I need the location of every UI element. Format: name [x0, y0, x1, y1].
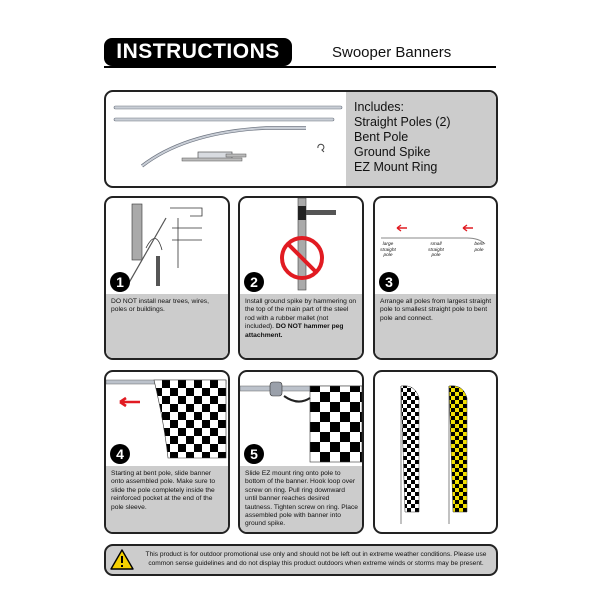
warning-text: This product is for outdoor promotional use only and should not be left out in extreme weather conditions. Please use common sense guidelines and do not display this product outdoors when extreme winds or storms may be present.	[145, 551, 487, 567]
includes-panel	[104, 90, 498, 188]
left-arrow-icon	[120, 398, 140, 406]
checkered-banner	[154, 380, 226, 458]
small-pole-label: small straight pole	[428, 242, 444, 258]
instructions-badge: INSTRUCTIONS	[104, 38, 292, 66]
warning-icon	[106, 546, 136, 574]
straight-pole-1	[114, 106, 342, 109]
checkered-banner	[310, 386, 362, 462]
step-text: Slide EZ mount ring onto pole to bottom of the banner. Hook loop over screw on ring. Pull ring downward until banner reaches desired tautness. Tighten screw on ring. Place assembled pole with banner into ground spike.	[245, 470, 359, 528]
step-number: 2	[244, 272, 264, 292]
step-number: 5	[244, 444, 264, 464]
finished-flags-panel	[373, 370, 498, 534]
step-text: Install ground spike by hammering on the top of the main part of the steel rod with a rubber mallet (not included). DO NOT hammer peg attachment.	[245, 298, 357, 339]
includes-item: Straight Poles (2)	[354, 115, 451, 129]
includes-item: Ground Spike	[354, 145, 431, 159]
step-1-panel	[104, 196, 230, 360]
step-number: 3	[379, 272, 399, 292]
parts-illustration	[106, 92, 346, 186]
utility-pole	[156, 256, 160, 286]
large-pole-label: large straight pole	[380, 242, 396, 258]
warning-note	[104, 544, 498, 576]
step-text: Arrange all poles from largest straight pole to smallest straight pole to bent pole and connect.	[380, 298, 492, 322]
product-subtitle: Swooper Banners	[332, 44, 452, 61]
includes-item: Bent Pole	[354, 130, 409, 144]
yellow-black-flag	[449, 386, 467, 512]
step-text: Starting at bent pole, slide banner onto assembled pole. Make sure to slide the pole completely inside the reinforced pocket at the end of the pole sleeve.	[111, 470, 216, 511]
step-text: DO NOT install near trees, wires, poles or buildings.	[111, 298, 209, 314]
step-number: 1	[110, 272, 130, 292]
step-3-panel	[373, 196, 498, 360]
black-white-flag	[401, 386, 419, 512]
includes-list	[354, 100, 451, 175]
includes-title: Includes:	[354, 100, 405, 114]
includes-item: EZ Mount Ring	[354, 160, 438, 174]
building-wall	[132, 204, 142, 260]
left-arrow-icon	[463, 225, 473, 231]
step-5-panel	[238, 370, 364, 534]
ez-mount-ring	[270, 382, 282, 396]
step-2-panel	[238, 196, 364, 360]
straight-pole-2	[114, 118, 334, 121]
step-number: 4	[110, 444, 130, 464]
header-rule	[104, 66, 496, 68]
ez-mount-ring	[318, 144, 324, 152]
mallet-handle	[306, 210, 336, 215]
rubber-mallet-head	[298, 206, 306, 220]
bent-pole-label: bent pole	[474, 242, 484, 253]
flags-illustration	[375, 372, 496, 532]
step-4-panel	[104, 370, 230, 534]
banner-loop	[284, 396, 310, 402]
left-arrow-icon	[397, 225, 407, 231]
